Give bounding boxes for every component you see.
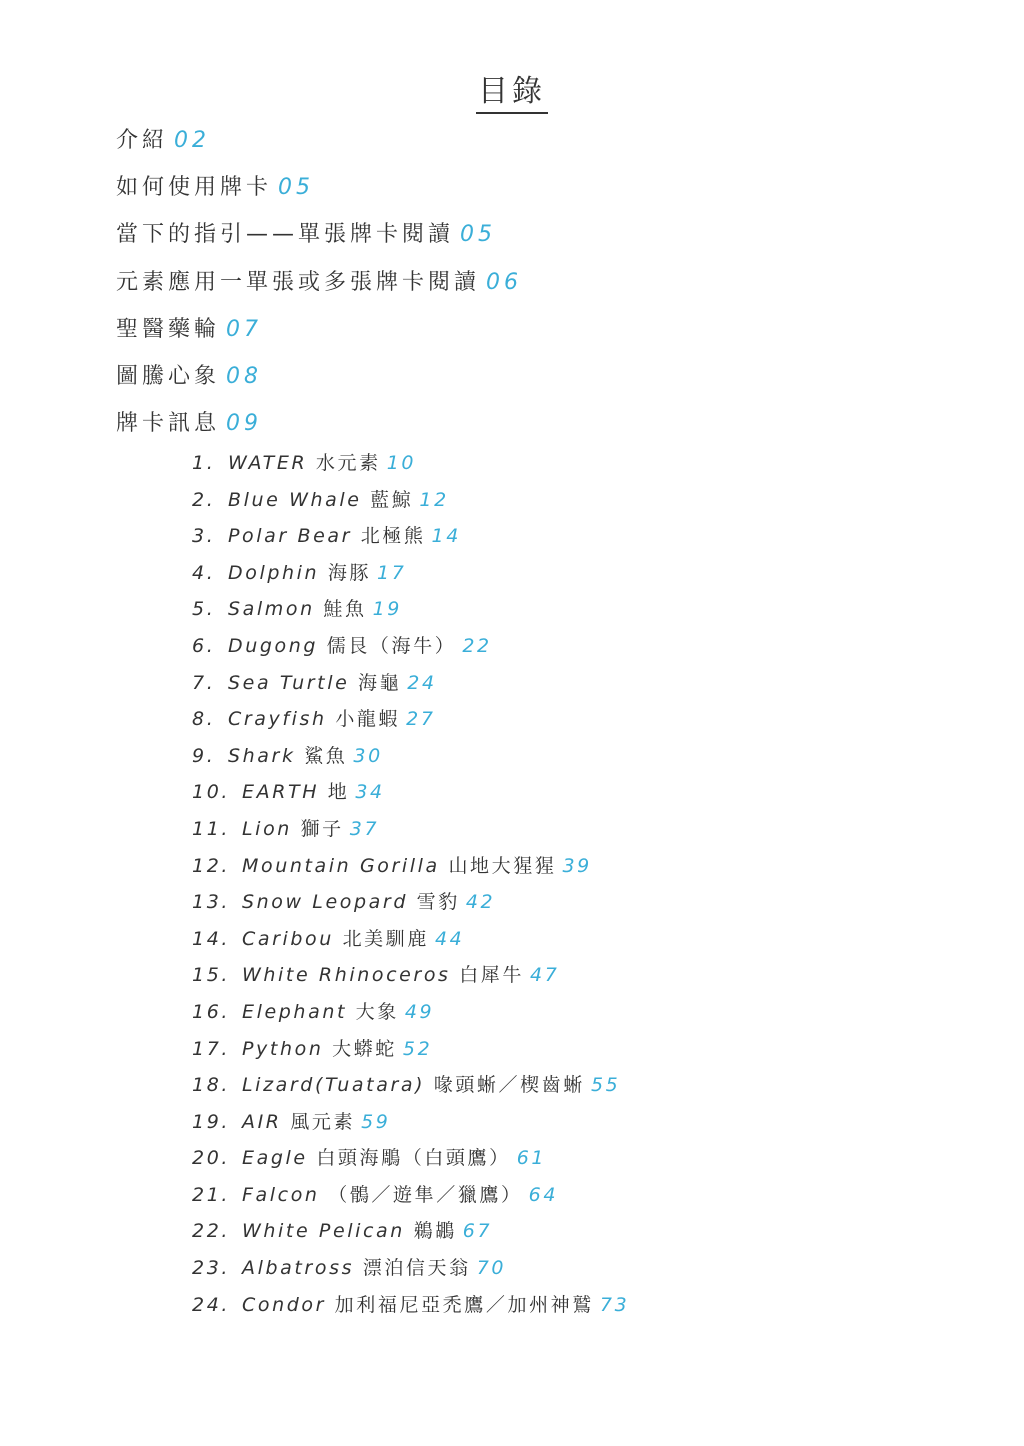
card-entry-number: 18. <box>192 1074 231 1097</box>
card-entry-page: 24 <box>407 671 437 694</box>
toc-entry-label: 聖醫藥輪 <box>116 316 221 342</box>
card-entry-number: 11. <box>192 817 231 840</box>
card-entry-number: 13. <box>192 891 231 914</box>
card-entry-chinese: 漂泊信天翁 <box>362 1257 471 1280</box>
card-entry-page: 30 <box>353 744 383 767</box>
card-entry-page: 52 <box>402 1037 433 1060</box>
card-entry-chinese: 鮭魚 <box>323 598 367 621</box>
card-entry-chinese: 水元素 <box>315 452 381 474</box>
card-entry <box>192 812 629 849</box>
card-entry-chinese: 海龜 <box>358 671 402 694</box>
card-entry-english: Sea Turtle <box>228 671 350 694</box>
card-entry-number: 23. <box>192 1257 231 1280</box>
card-entry-number: 20. <box>192 1147 231 1170</box>
card-entry-english: Polar Bear <box>228 525 353 548</box>
toc-entry-label: 牌卡訊息 <box>116 411 221 437</box>
card-entry-page: 61 <box>516 1147 547 1170</box>
card-entry-chinese: 風元素 <box>290 1110 356 1133</box>
card-entry-english: Snow Leopard <box>242 891 408 914</box>
card-entry-page: 12 <box>419 488 449 511</box>
card-entry-number: 2. <box>192 488 216 511</box>
card-entry-page: 59 <box>361 1110 391 1133</box>
card-entry-page: 22 <box>462 634 492 657</box>
card-entry-english: Dolphin <box>228 561 320 584</box>
card-entry-english: Salmon <box>228 598 315 621</box>
main-contents-list <box>116 124 522 454</box>
card-entry <box>192 995 629 1032</box>
card-entry <box>192 1032 629 1069</box>
card-entry-number: 6. <box>192 634 216 657</box>
card-entry <box>192 556 629 593</box>
card-entry <box>192 849 629 886</box>
card-entry-page: 49 <box>404 1000 435 1023</box>
card-entry <box>192 1251 629 1288</box>
card-entry-page: 37 <box>349 817 380 840</box>
card-entry-page: 67 <box>462 1220 493 1243</box>
toc-entry-label: 如何使用牌卡 <box>116 175 273 201</box>
card-entry-english: Falcon <box>242 1183 320 1206</box>
toc-entry-page: 07 <box>226 316 263 342</box>
card-entry-english: Lizard(Tuatara) <box>242 1074 426 1097</box>
card-entry-chinese: 北美馴鹿 <box>342 927 429 950</box>
page-title <box>0 66 1024 114</box>
card-entry-chinese: 白犀牛 <box>459 964 524 987</box>
card-entry-chinese: 北極熊 <box>360 525 426 548</box>
card-entry-number: 5. <box>192 598 216 621</box>
toc-entry <box>116 360 522 407</box>
card-entry-english: White Rhinoceros <box>242 964 451 987</box>
card-entry-page: 55 <box>590 1074 621 1097</box>
toc-entry <box>116 266 522 313</box>
card-entry-page: 17 <box>377 561 407 584</box>
card-entry-english: EARTH <box>242 781 320 804</box>
card-entry-english: Elephant <box>242 1000 348 1023</box>
toc-entry-page: 09 <box>226 411 263 437</box>
card-entry <box>192 1105 629 1142</box>
card-entry-chinese: 白頭海鵰（白頭鷹） <box>316 1147 511 1170</box>
card-entry-english: Blue Whale <box>228 488 362 511</box>
card-entry-english: Shark <box>228 744 296 767</box>
card-entry-number: 12. <box>192 854 231 877</box>
card-entry-number: 15. <box>192 964 231 987</box>
toc-entry <box>116 124 522 171</box>
card-entry-english: Eagle <box>242 1147 308 1170</box>
card-entry-english: White Pelican <box>242 1220 405 1243</box>
card-entry <box>192 592 629 629</box>
toc-entry-page: 05 <box>460 222 497 248</box>
card-entry-chinese: 喙頭蜥／楔齒蜥 <box>433 1074 585 1097</box>
toc-entry-page: 05 <box>278 175 315 201</box>
toc-entry <box>116 218 522 265</box>
card-entry <box>192 702 629 739</box>
card-entry-page: 14 <box>431 525 461 548</box>
card-entry-english: Albatross <box>242 1257 355 1280</box>
card-entry-chinese: （鶻／遊隼／獵鷹） <box>328 1183 523 1206</box>
card-entry-chinese: 鯊魚 <box>304 744 348 767</box>
card-entry <box>192 1141 629 1178</box>
card-entry <box>192 1214 629 1251</box>
card-entry-page: 47 <box>530 964 560 987</box>
card-entry-chinese: 獅子 <box>300 817 344 840</box>
card-entry-chinese: 地 <box>327 781 350 804</box>
card-entry <box>192 1288 629 1325</box>
card-entry-number: 3. <box>192 525 216 548</box>
card-entry <box>192 446 629 483</box>
toc-entry-page: 08 <box>226 363 263 389</box>
card-entry <box>192 629 629 666</box>
card-entry-english: WATER <box>228 452 308 474</box>
card-entry-number: 19. <box>192 1110 231 1133</box>
card-entry-number: 14. <box>192 927 231 950</box>
card-entry-page: 39 <box>562 854 592 877</box>
card-entry <box>192 885 629 922</box>
toc-entry-label: 介紹 <box>116 128 169 153</box>
card-entry-chinese: 雪豹 <box>416 891 460 914</box>
page-title-text: 目錄 <box>476 66 548 114</box>
card-entry-english: Lion <box>242 817 292 840</box>
toc-entry-page: 02 <box>174 128 211 153</box>
card-entry-english: Condor <box>242 1293 327 1316</box>
card-entry <box>192 1068 629 1105</box>
card-entry-number: 24. <box>192 1293 231 1316</box>
card-entry-number: 16. <box>192 1000 231 1023</box>
toc-entry-label: 圖騰心象 <box>116 363 221 389</box>
card-entry-chinese: 小龍蝦 <box>335 708 401 731</box>
card-entry-number: 17. <box>192 1037 231 1060</box>
card-entry-page: 64 <box>528 1183 559 1206</box>
card-entry-chinese: 加利福尼亞禿鷹／加州神鷲 <box>334 1293 594 1316</box>
card-entry-chinese: 海豚 <box>327 561 372 584</box>
card-entry <box>192 775 629 812</box>
card-entry <box>192 483 629 520</box>
card-entry-page: 44 <box>434 927 465 950</box>
card-entry-number: 22. <box>192 1220 231 1243</box>
card-entry-chinese: 儒艮（海牛） <box>326 634 457 657</box>
card-entry <box>192 666 629 703</box>
card-entry-chinese: 山地大猩猩 <box>448 854 557 877</box>
toc-entry-label: 當下的指引——單張牌卡閱讀 <box>116 222 455 248</box>
card-entry-number: 10. <box>192 781 231 804</box>
card-entry <box>192 519 629 556</box>
toc-entry <box>116 171 522 218</box>
toc-entry-page: 06 <box>486 269 523 295</box>
card-entry-number: 9. <box>192 744 216 767</box>
card-entry-page: 73 <box>599 1293 630 1316</box>
card-entry-number: 7. <box>192 671 216 694</box>
card-entry-english: Caribou <box>242 927 334 950</box>
card-entry-english: Dugong <box>228 634 319 657</box>
card-entry-page: 34 <box>355 781 385 804</box>
card-entry-number: 21. <box>192 1183 231 1206</box>
card-entry-number: 1. <box>192 452 216 474</box>
card-entry-page: 42 <box>465 891 496 914</box>
card-entry-chinese: 鵜鶘 <box>413 1220 457 1243</box>
card-contents-list <box>192 446 629 1324</box>
card-entry-english: Python <box>242 1037 324 1060</box>
card-entry-chinese: 大蟒蛇 <box>332 1037 397 1060</box>
card-entry <box>192 958 629 995</box>
card-entry <box>192 739 629 776</box>
toc-entry-label: 元素應用一單張或多張牌卡閱讀 <box>116 269 481 295</box>
card-entry-page: 10 <box>386 452 417 474</box>
card-entry <box>192 922 629 959</box>
card-entry <box>192 1178 629 1215</box>
card-entry-chinese: 大象 <box>355 1000 399 1023</box>
card-entry-number: 4. <box>192 561 216 584</box>
card-entry-english: Mountain Gorilla <box>242 854 440 877</box>
card-entry-english: AIR <box>242 1110 282 1133</box>
card-entry-number: 8. <box>192 708 216 731</box>
card-entry-page: 19 <box>372 598 402 621</box>
card-entry-english: Crayfish <box>228 708 327 731</box>
card-entry-page: 70 <box>476 1257 507 1280</box>
toc-entry <box>116 313 522 360</box>
card-entry-chinese: 藍鯨 <box>370 488 414 511</box>
card-entry-page: 27 <box>406 708 436 731</box>
